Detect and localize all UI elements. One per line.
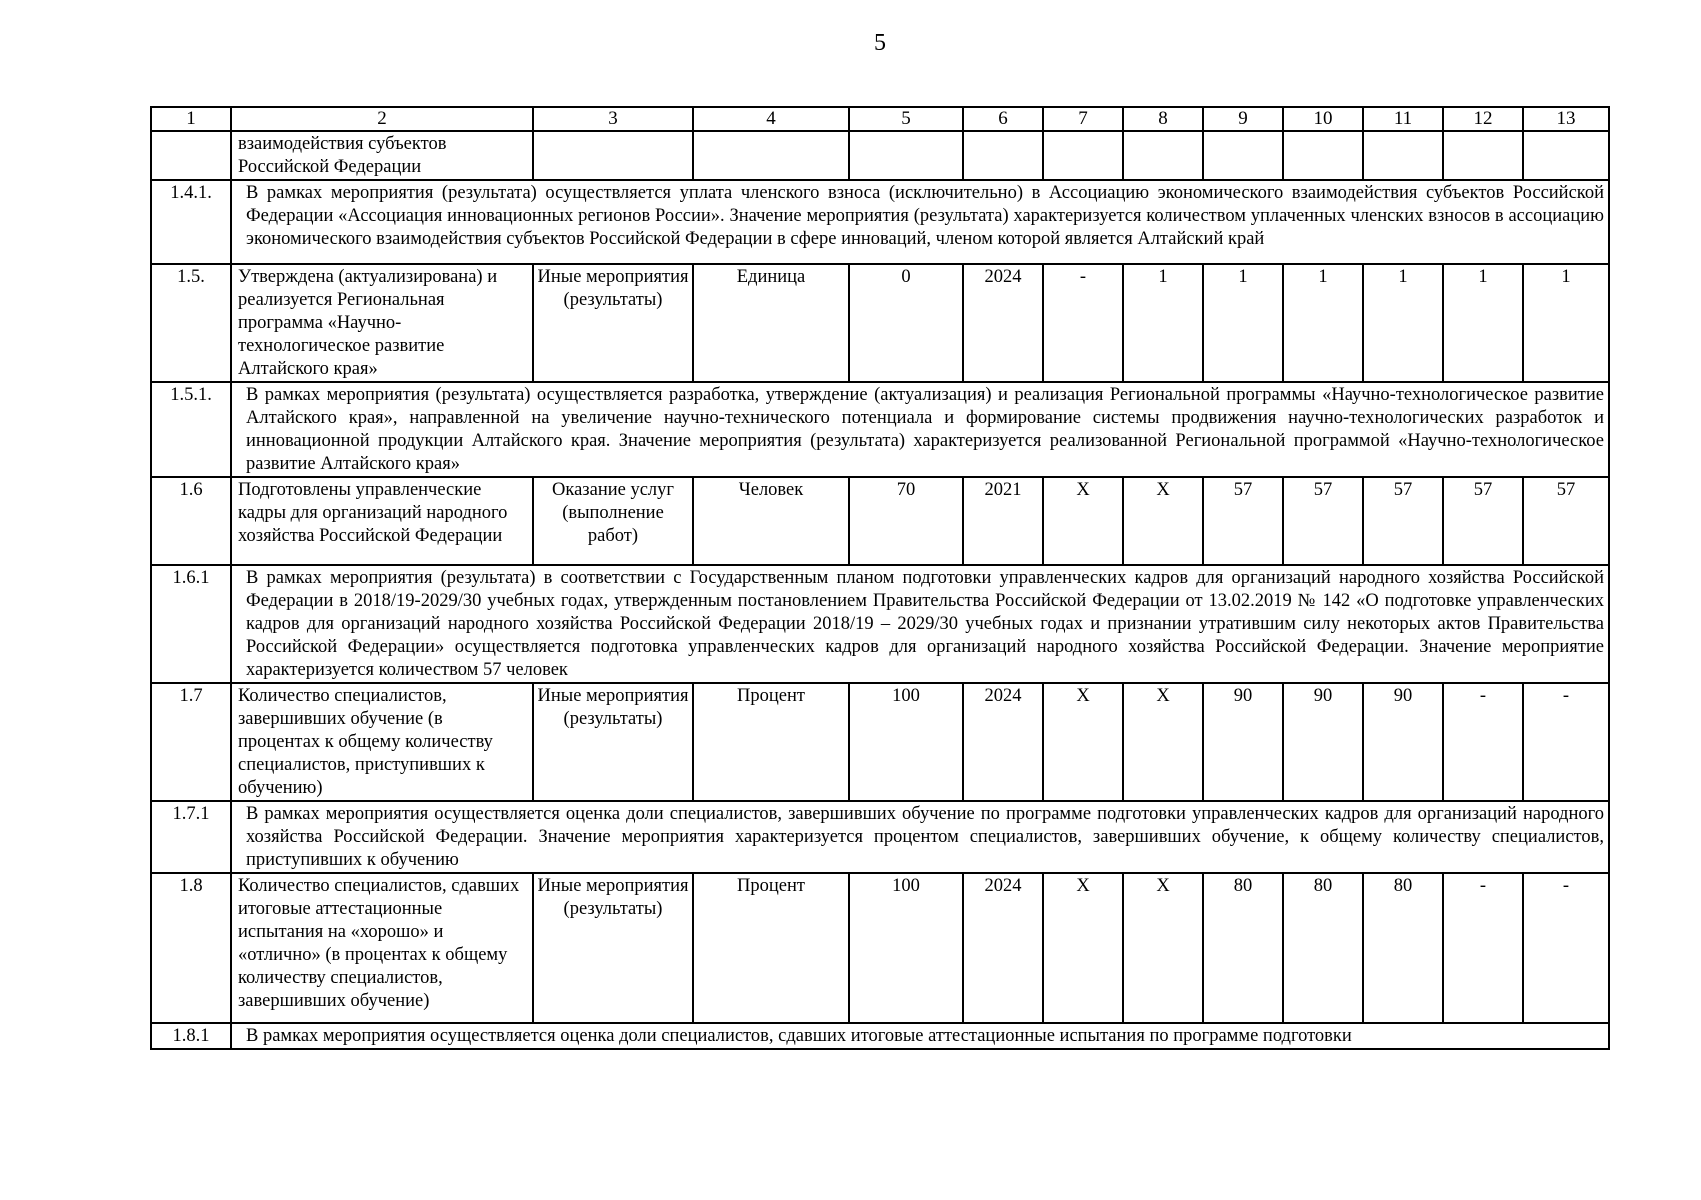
row-value-12: 1 (1443, 264, 1523, 382)
row-value-9: 57 (1203, 477, 1283, 565)
empty-cell (1283, 131, 1363, 180)
column-header-13: 13 (1523, 107, 1609, 131)
row-number: 1.8.1 (151, 1023, 231, 1049)
row-value-8: X (1123, 477, 1203, 565)
row-name: взаимодействия субъектов Российской Федерации (231, 131, 533, 180)
row-description: В рамках мероприятия осуществляется оценка доли специалистов, завершивших обучение по программе подготовки управленческих кадров для организаций народного хозяйства Российской Федерации. Значение мероприятия характеризуется процентом специалистов, завершивших обучение, к общему количеству специалистов, приступивших к обучению (231, 801, 1609, 873)
row-name: Утверждена (актуализирована) и реализуется Региональная программа «Научно-технологическое развитие Алтайского края» (231, 264, 533, 382)
empty-cell (693, 131, 849, 180)
row-value-12: 57 (1443, 477, 1523, 565)
column-header-8: 8 (1123, 107, 1203, 131)
row-base-year: 2024 (963, 264, 1043, 382)
row-number: 1.7.1 (151, 801, 231, 873)
row-value-9: 90 (1203, 683, 1283, 801)
row-name: Подготовлены управленческие кадры для организаций народного хозяйства Российской Федерации (231, 477, 533, 565)
row-number: 1.8 (151, 873, 231, 1023)
row-value-13: - (1523, 873, 1609, 1023)
row-number: 1.4.1. (151, 180, 231, 264)
row-base-year: 2021 (963, 477, 1043, 565)
empty-cell (1123, 131, 1203, 180)
row-unit: Процент (693, 683, 849, 801)
row-description: В рамках мероприятия осуществляется оценка доли специалистов, сдавших итоговые аттестационные испытания по программе подготовки (231, 1023, 1609, 1049)
row-name: Количество специалистов, сдавших итоговые аттестационные испытания на «хорошо» и «отлично» (в процентах к общему количеству специалистов, завершивших обучение) (231, 873, 533, 1023)
row-kind: Иные мероприятия (результаты) (533, 873, 693, 1023)
row-value-9: 80 (1203, 873, 1283, 1023)
table-row-description (151, 382, 1609, 477)
empty-cell (849, 131, 963, 180)
row-name: Количество специалистов, завершивших обучение (в процентах к общему количеству специалистов, приступивших к обучению) (231, 683, 533, 801)
column-header-4: 4 (693, 107, 849, 131)
empty-cell (963, 131, 1043, 180)
table-row-description (151, 565, 1609, 683)
row-value-10: 57 (1283, 477, 1363, 565)
indicators-table (150, 106, 1610, 1050)
empty-cell (1523, 131, 1609, 180)
row-value-12: - (1443, 873, 1523, 1023)
row-number (151, 131, 231, 180)
row-value-7: X (1043, 683, 1123, 801)
row-base-value: 0 (849, 264, 963, 382)
row-unit: Процент (693, 873, 849, 1023)
table-row-description (151, 180, 1609, 264)
column-header-5: 5 (849, 107, 963, 131)
table-row (151, 683, 1609, 801)
row-value-10: 80 (1283, 873, 1363, 1023)
row-description: В рамках мероприятия (результата) осуществляется уплата членского взноса (исключительно) в Ассоциацию экономического взаимодействия субъектов Российской Федерации «Ассоциация инновационных регионов России». Значение мероприятия (результата) характеризуется количеством уплаченных членских взносов в ассоциацию экономического взаимодействия субъектов Российской Федерации в сфере инноваций, членом которой является Алтайский край (231, 180, 1609, 264)
column-header-6: 6 (963, 107, 1043, 131)
table-body (151, 107, 1609, 1049)
column-header-7: 7 (1043, 107, 1123, 131)
row-value-8: X (1123, 873, 1203, 1023)
empty-cell (1043, 131, 1123, 180)
column-header-10: 10 (1283, 107, 1363, 131)
row-value-7: X (1043, 477, 1123, 565)
column-header-2: 2 (231, 107, 533, 131)
row-value-11: 1 (1363, 264, 1443, 382)
row-description: В рамках мероприятия (результата) осуществляется разработка, утверждение (актуализация) и реализация Региональной программы «Научно-технологическое развитие Алтайского края», направленной на увеличение научно-технического потенциала и формирование системы продвижения научно-технологических разработок и инновационной продукции Алтайского края. Значение мероприятия (результата) характеризуется реализованной Региональной программой «Научно-технологическое развитие Алтайского края» (231, 382, 1609, 477)
row-value-13: 57 (1523, 477, 1609, 565)
row-value-12: - (1443, 683, 1523, 801)
column-header-12: 12 (1443, 107, 1523, 131)
row-value-7: - (1043, 264, 1123, 382)
row-value-10: 90 (1283, 683, 1363, 801)
table-row-description (151, 1023, 1609, 1049)
column-header-1: 1 (151, 107, 231, 131)
empty-cell (1363, 131, 1443, 180)
row-base-value: 70 (849, 477, 963, 565)
row-unit: Человек (693, 477, 849, 565)
row-value-9: 1 (1203, 264, 1283, 382)
row-value-10: 1 (1283, 264, 1363, 382)
empty-cell (1443, 131, 1523, 180)
table-row-continuation (151, 131, 1609, 180)
row-base-value: 100 (849, 683, 963, 801)
row-number: 1.7 (151, 683, 231, 801)
row-kind: Иные мероприятия (результаты) (533, 264, 693, 382)
indicators-table-wrap (150, 106, 1608, 1050)
row-value-11: 80 (1363, 873, 1443, 1023)
row-unit: Единица (693, 264, 849, 382)
row-number: 1.5.1. (151, 382, 231, 477)
row-number: 1.6.1 (151, 565, 231, 683)
table-row (151, 264, 1609, 382)
table-row-description (151, 801, 1609, 873)
column-header-3: 3 (533, 107, 693, 131)
row-kind: Оказание услуг (выполнение работ) (533, 477, 693, 565)
row-base-year: 2024 (963, 873, 1043, 1023)
table-row (151, 477, 1609, 565)
row-value-13: 1 (1523, 264, 1609, 382)
row-value-13: - (1523, 683, 1609, 801)
empty-cell (1203, 131, 1283, 180)
table-row (151, 873, 1609, 1023)
row-base-value: 100 (849, 873, 963, 1023)
row-base-year: 2024 (963, 683, 1043, 801)
empty-cell (533, 131, 693, 180)
page-number: 5 (874, 30, 886, 56)
row-value-8: 1 (1123, 264, 1203, 382)
row-value-8: X (1123, 683, 1203, 801)
row-value-11: 90 (1363, 683, 1443, 801)
row-value-7: X (1043, 873, 1123, 1023)
column-header-9: 9 (1203, 107, 1283, 131)
column-header-11: 11 (1363, 107, 1443, 131)
row-kind: Иные мероприятия (результаты) (533, 683, 693, 801)
row-description: В рамках мероприятия (результата) в соответствии с Государственным планом подготовки управленческих кадров для организаций народного хозяйства Российской Федерации в 2018/19-2029/30 учебных годах, утвержденным постановлением Правительства Российской Федерации от 13.02.2019 № 142 «О подготовке управленческих кадров для организаций народного хозяйства Российской Федерации 2018/19 – 2029/30 учебных годах и признании утратившим силу некоторых актов Правительства Российской Федерации» осуществляется подготовка управленческих кадров для организаций народного хозяйства Российской Федерации. Значение мероприятие характеризуется количеством 57 человек (231, 565, 1609, 683)
row-number: 1.5. (151, 264, 231, 382)
row-number: 1.6 (151, 477, 231, 565)
header-row (151, 107, 1609, 131)
row-value-11: 57 (1363, 477, 1443, 565)
